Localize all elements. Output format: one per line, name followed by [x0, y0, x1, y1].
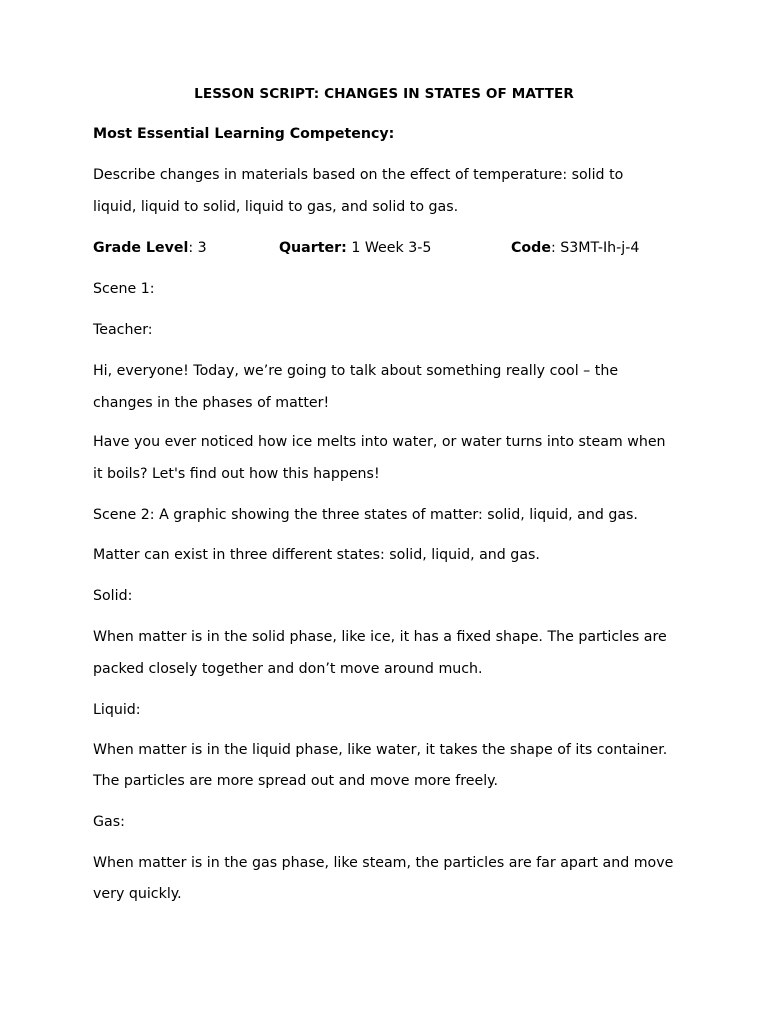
scene-2-heading: Scene 2: A graphic showing the three states of matter: solid, liquid, and gas. [93, 507, 638, 523]
solid-text-line-2: packed closely together and don’t move around much. [93, 661, 483, 677]
quarter [279, 240, 431, 256]
code [511, 240, 639, 256]
document-title: LESSON SCRIPT: CHANGES IN STATES OF MATTER [194, 86, 574, 102]
melc-heading: Most Essential Learning Competency: [93, 126, 395, 142]
scene-1-heading: Scene 1: [93, 281, 155, 297]
scene-1-paragraph-2-line-2: it boils? Let's find out how this happens! [93, 466, 380, 482]
scene-1-paragraph-2-line-1: Have you ever noticed how ice melts into water, or water turns into steam when [93, 434, 666, 450]
grade-level-value: : 3 [188, 240, 207, 256]
gas-text-line-2: very quickly. [93, 886, 182, 902]
liquid-text-line-1: When matter is in the liquid phase, like water, it takes the shape of its container. [93, 742, 668, 758]
gas-text-line-1: When matter is in the gas phase, like steam, the particles are far apart and move [93, 855, 674, 871]
melc-text-line-1: Describe changes in materials based on the effect of temperature: solid to [93, 167, 624, 183]
quarter-value: 1 Week 3-5 [346, 240, 432, 256]
grade-level-label: Grade Level [93, 240, 189, 256]
scene-1-paragraph-1-line-2: changes in the phases of matter! [93, 395, 330, 411]
speaker-teacher: Teacher: [93, 322, 153, 338]
melc-text-line-2: liquid, liquid to solid, liquid to gas, and solid to gas. [93, 199, 459, 215]
liquid-label: Liquid: [93, 702, 141, 718]
scene-2-intro: Matter can exist in three different states: solid, liquid, and gas. [93, 547, 540, 563]
solid-text-line-1: When matter is in the solid phase, like ice, it has a fixed shape. The particles are [93, 629, 667, 645]
liquid-text-line-2: The particles are more spread out and move more freely. [93, 773, 499, 789]
gas-label: Gas: [93, 814, 125, 830]
scene-1-paragraph-1-line-1: Hi, everyone! Today, we’re going to talk about something really cool – the [93, 363, 619, 379]
grade-level [93, 240, 207, 256]
solid-label: Solid: [93, 588, 133, 604]
quarter-label: Quarter: [279, 240, 347, 256]
code-value: : S3MT-Ih-j-4 [550, 240, 640, 256]
code-label: Code [511, 240, 551, 256]
